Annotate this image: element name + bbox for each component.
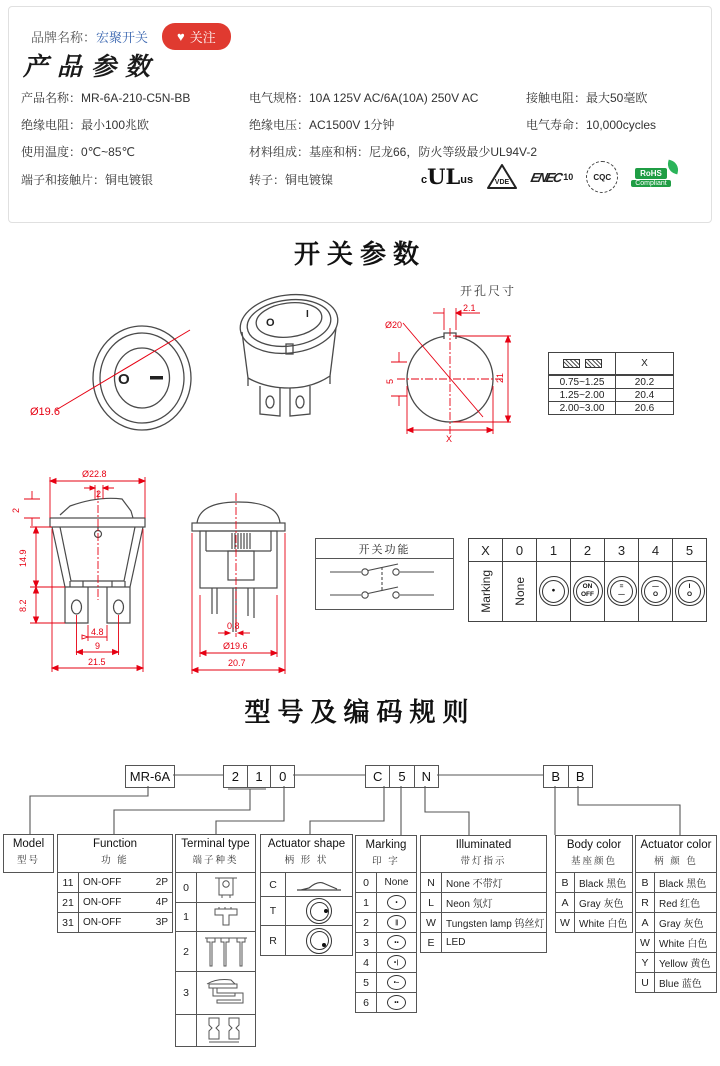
cutout-dimension-table [548,352,674,415]
svg-text:2: 2 [96,489,102,499]
function-table: Function 功 能 11 ON-OFF 2P 21 ON-OFF 4P 31 ON-OFF 3P [57,834,173,933]
function-row: 21 ON-OFF 4P [57,893,173,913]
function-row: 31 ON-OFF 3P [57,913,173,933]
terminal-type-table: Terminal type 端子种类 0 1 2 3 [175,834,256,1047]
spec-material: 材料组成：基座和柄：尼龙66，防火等级最少UL94V-2 [249,145,538,159]
circuit-schematic [316,559,451,607]
terminal-row: 0 [175,873,256,903]
actuator-shape-row: T [260,897,353,926]
follow-button[interactable] [162,23,231,50]
switch-function-box [315,538,454,610]
spec-terminal-plating: 端子和接触片：铜电镀银 [21,173,154,187]
marking-icon-1: ● [539,576,569,606]
actuator-color-row: B Black 黑色 [635,873,717,893]
svg-text:9: 9 [95,641,101,651]
hole-size-label: 开孔尺寸 [460,284,517,298]
code-color-box: B B [543,765,593,788]
terminal-drawing-3 [197,974,255,1013]
svg-text:5: 5 [385,378,395,384]
coding-leader-lines [0,748,720,848]
terminal-drawing-8 [197,1016,255,1045]
marking-icon-2: ON OFF [573,576,603,606]
spec-product-name: 产品名称：MR-6A-210-C5N-BB [21,91,191,105]
svg-text:2: 2 [11,507,21,513]
illuminated-row: L Neon 氖灯 [420,893,547,913]
dimension-drawings [10,455,360,690]
svg-text:VDE: VDE [494,179,510,186]
spec-temperature: 使用温度：0℃~85℃ [21,145,135,159]
switch-iso-view-drawing [226,286,354,428]
svg-text:20.7: 20.7 [228,658,246,668]
svg-text:Ø22.8: Ø22.8 [82,469,107,479]
marking-code-row: 4 •∣ [355,953,417,973]
actuator-shape-t-icon [286,898,352,924]
terminal-drawing-0 [197,875,255,901]
actuator-shape-c-icon [286,877,352,893]
marking-icon-5: I O [675,576,705,606]
switch-function-title: 开关功能 [316,539,453,559]
product-params-title: 产品参数 [23,52,160,81]
cutout-row: 0.75~1.25 20.2 [549,375,673,388]
marking-option-table: X Marking 0 None 1 ● 2 ON OFF 3 = — 4 — O 5 I O [468,538,707,622]
leaf-icon [665,159,680,174]
body-color-row: W White 白色 [555,913,633,933]
body-color-row: A Gray 灰色 [555,893,633,913]
svg-text:2.1: 2.1 [463,303,476,313]
terminal-row: 3 [175,972,256,1015]
marking-code-row: 5 •– [355,973,417,993]
actuator-color-row: U Blue 蓝色 [635,973,717,993]
terminal-drawing-2 [197,934,255,970]
marking-col-x: X [469,539,502,562]
spec-rotor-plating: 转子：铜电镀镍 [249,173,334,187]
cqc-certification-icon: CQC [586,161,618,193]
function-row: 11 ON-OFF 2P [57,873,173,893]
marking-code-row: 6 •• [355,993,417,1013]
svg-text:14.9: 14.9 [18,549,28,567]
actuator-color-row: Y Yellow 黄色 [635,953,717,973]
spec-insulation-resistance: 绝缘电阻：最小100兆欧 [21,118,150,132]
cutout-row: 2.00~3.00 20.6 [549,401,673,414]
coding-rules-title: 型号及编码规则 [244,697,476,727]
spec-insulation-voltage: 绝缘电压：AC1500V 1分钟 [249,118,395,132]
illuminated-table: Illuminated 带灯指示 N None 不带灯 L Neon 氖灯 W Tungsten lamp 钨丝灯 E LED [420,835,547,953]
svg-text:0.8: 0.8 [227,621,240,631]
actuator-color-table: Actuator color 柄 颜 色 B Black 黑色 R Red 红色 A Gray 灰色 W White 白色 Y Yellow 黄色 U Blue 蓝色 [635,835,717,993]
illuminated-row: E LED [420,933,547,953]
marking-icon-3: = — [607,576,637,606]
svg-text:O: O [118,371,130,388]
ul-certification-icon: c UL us [421,163,474,189]
brand-label: 品牌名称： [31,30,97,45]
code-letter-box: C 5 N [365,765,439,788]
spec-contact-resistance: 接触电阻：最大50毫欧 [526,91,648,105]
code-digit-box: 2 1 0 [223,765,295,788]
cutout-col-x: X [641,358,648,369]
svg-text:Ø19.6: Ø19.6 [223,641,248,651]
terminal-row [175,1015,256,1047]
vde-certification-icon [486,163,518,191]
model-table: Model 型号 [3,834,54,873]
svg-text:I: I [306,309,309,320]
actuator-shape-r-icon [286,928,352,954]
panel-thickness-icon [549,353,616,374]
brand-bar [31,23,231,50]
svg-text:Ø20: Ø20 [385,320,403,330]
enec-certification-icon: ENEC 10 [529,169,574,185]
certification-icons [421,157,671,197]
actuator-color-row: W White 白色 [635,933,717,953]
product-param-card [8,6,712,223]
svg-text:8.2: 8.2 [18,599,28,612]
heart-icon: ♥ [177,29,185,44]
actuator-shape-row: R [260,926,353,956]
svg-text:Ø19.6: Ø19.6 [30,406,60,418]
terminal-row: 1 [175,903,256,932]
actuator-color-row: R Red 红色 [635,893,717,913]
svg-text:21: 21 [495,372,505,383]
cutout-row: 1.25~2.00 20.4 [549,388,673,401]
terminal-drawing-1 [197,905,255,930]
marking-code-row: 3 •▪ [355,933,417,953]
body-color-row: B Black 黑色 [555,873,633,893]
hole-cutout-drawing [383,296,523,448]
marking-icon-4: — O [641,576,671,606]
actuator-shape-row: C [260,873,353,897]
marking-row-label: Marking [478,569,493,613]
follow-label: 关注 [189,30,216,45]
switch-params-title: 开关参数 [293,239,426,269]
illuminated-row: W Tungsten lamp 钨丝灯 [420,913,547,933]
actuator-color-row: A Gray 灰色 [635,913,717,933]
switch-front-view-drawing [28,320,200,438]
code-model-box: MR-6A [125,765,175,788]
body-color-table: Body color 基座颜色 B Black 黑色 A Gray 灰色 W White 白色 [555,835,633,933]
spec-electrical-life: 电气寿命：10,000cycles [526,118,657,132]
svg-text:4.8: 4.8 [91,627,104,637]
cutout-table-header [549,353,673,375]
actuator-shape-table: Actuator shape 柄 形 状 C T R [260,834,353,956]
brand-link[interactable]: 宏聚开关 [96,30,149,45]
marking-code-row: 2 ∥ [355,913,417,933]
svg-text:X: X [446,434,453,444]
svg-text:O: O [266,317,275,329]
marking-none: None [512,576,527,606]
spec-electrical-rating: 电气规格：10A 125V AC/6A(10A) 250V AC [249,91,479,105]
marking-code-table: Marking 印 字 0 None 1 • 2 ∥ 3 •▪ 4 •∣ 5 •– 6 •• [355,835,417,1013]
terminal-row: 2 [175,932,256,972]
marking-code-row: 1 • [355,893,417,913]
svg-text:21.5: 21.5 [88,657,106,667]
marking-code-row: 0 None [355,873,417,893]
rohs-certification-icon: RoHS Compliant [631,168,671,187]
illuminated-row: N None 不带灯 [420,873,547,893]
